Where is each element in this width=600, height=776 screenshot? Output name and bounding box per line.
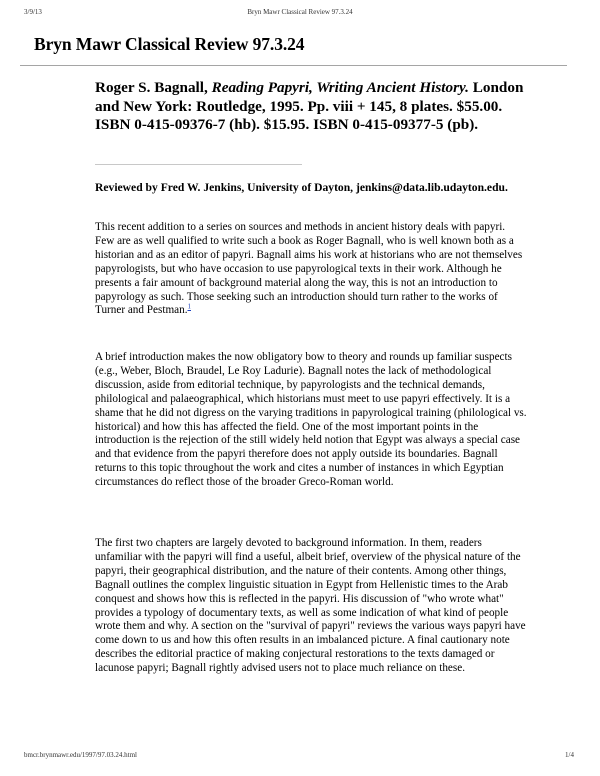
- book-citation: [95, 79, 535, 135]
- reviewer-line: Reviewed by Fred W. Jenkins, University of Dayton, jenkins@data.lib.udayton.edu.: [95, 181, 508, 194]
- page-title: Bryn Mawr Classical Review 97.3.24: [34, 34, 305, 54]
- header-divider: [20, 65, 567, 66]
- print-date: 3/9/13: [24, 8, 42, 16]
- citation-book-title: Reading Papyri, Writing Ancient History.: [211, 79, 469, 96]
- print-header-title: Bryn Mawr Classical Review 97.3.24: [247, 8, 353, 16]
- citation-details: London and New York: Routledge, 1995. Pp. viii + 145, 8 plates. $55.00. ISBN 0-415-09376-7 (hb). $15.95. ISBN 0-415-09377-5 (pb).: [95, 79, 524, 133]
- citation-author: Roger S. Bagnall,: [95, 79, 208, 96]
- print-page-number: 1/4: [565, 751, 574, 759]
- footnote-link-1[interactable]: 1: [187, 302, 191, 311]
- paragraph-text: This recent addition to a series on sources and methods in ancient history deals with papyri. Few are as well qualified to write such a book as Roger Bagnall, who is well known both as a historian and as an editor of papyri. Bagnall aims his work at historians who are not themselves papyrologists, but who have occasion to use papyrological texts in their work. Although he presents a fair amount of background material along the way, this is not an introduction to papyrology as such. Those seeking such an introduction should turn rather to the works of Turner and Pestman.: [95, 221, 523, 317]
- review-paragraph-1: [95, 221, 527, 318]
- review-paragraph-2: A brief introduction makes the now obligatory bow to theory and rounds up familiar suspects (e.g., Weber, Bloch, Braudel, Le Roy Ladurie). Bagnall notes the lack of methodological discussion, aside from editorial technique, by papyrologists and the technical demands, philological and palaeographical, which historians must meet to use papyri effectively. It is a shame that he did not digress on the varying traditions in papyrological training (philological vs. historical) and how this has affected the field. One of the most important points in the introduction is the rejection of the still widely held notion that Egypt was always a special case and that evidence from the papyri therefore does not apply outside its boundaries. Bagnall returns to this topic throughout the work and cites a number of instances in which Egyptian circumstances do reflect those of the broader Greco-Roman world.: [95, 351, 527, 489]
- review-paragraph-3: The first two chapters are largely devoted to background information. In them, readers unfamiliar with the papyri will find a useful, albeit brief, overview of the physical nature of the papyri, their geographical distribution, and the nature of their contents. Among other things, Bagnall outlines the complex linguistic situation in Egypt from Hellenistic times to the Arab conquest and shows how this is reflected in the papyri. His discussion of "who wrote what" provides a typology of documentary texts, as well as some indication of what kind of people wrote them and why. A section on the "survival of papyri" reviews the various ways papyri have come down to us and how this often results in an imbalanced picture. A final cautionary note describes the editorial practice of making conjectural restorations to the texts damaged or lacunose papyri; Bagnall rightly advised users not to place much reliance on these.: [95, 537, 526, 675]
- citation-divider: [95, 164, 302, 165]
- print-footer-url: bmcr.brynmawr.edu/1997/97.03.24.html: [24, 751, 137, 759]
